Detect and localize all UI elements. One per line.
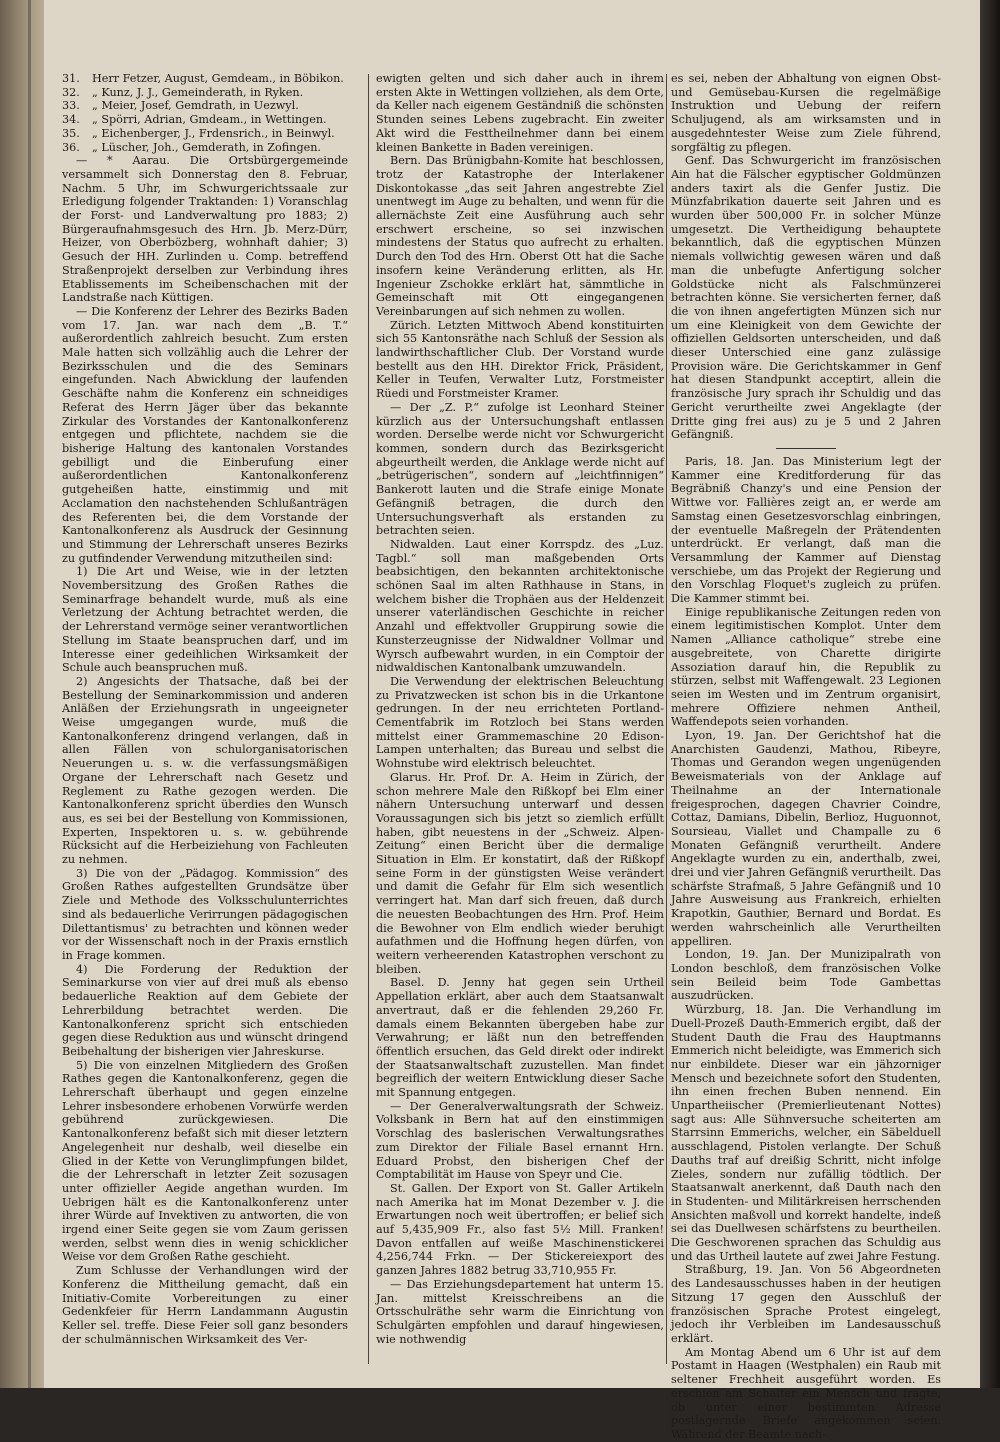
column-rule-1 [368,74,369,1364]
list-item [62,99,348,113]
column-rule-2 [666,74,667,1364]
article-paragraph: Bern. Das Brünigbahn-Komite hat beschlossen, trotz der Katastrophe der Interlakener Diskontokasse „das seit Jahren angestrebte Ziel unentwegt im Auge zu behalten, und wenn für die allernächste Zeit eine Ausführung auch sehr erschwert erscheine, so sei inzwischen mindestens der Status quo aufrecht zu erhalten. Durch den Tod des Hrn. Oberst Ott hat die Sache insofern keine Veränderung erlitten, als Hr. Ingenieur Zschokke erklärt hat, sämmtliche in Gemeinschaft mit Ott eingegangenen Vereinbarungen auf sich nehmen zu wollen. [376,154,664,318]
article-paragraph: Paris, 18. Jan. Das Ministerium legt der Kammer eine Kreditforderung für das Begräbniß Chanzy's und eine Pension der Wittwe vor. Fallières zeigt an, er werde am Samstag einen Gesetzesvorschlag einbringen, der eventuelle Maßregeln der Prätendenten unterdrückt. Er verlangt, daß man die Versammlung der Kammer auf Dienstag verschiebe, um das Projekt der Regierung und den Vorschlag Floquet's zugleich zu prüfen. Die Kammer stimmt bei. [671,454,941,606]
article-paragraph: Straßburg, 19. Jan. Von 56 Abgeordneten des Landesausschusses haben in der heutigen Sitzung 17 gegen den Ausschluß der französischen Sprache Protest eingelegt, jedoch ihr Verbleiben im Landesausschuß erklärt. [671,1263,941,1345]
article-paragraph: Glarus. Hr. Prof. Dr. A. Heim in Zürich, der schon mehrere Male den Rißkopf bei Elm einer nähern Untersuchung unterwarf und dessen Voraussagungen sich bis jetzt so ziemlich erfüllt haben, gibt neuestens in der „Schweiz. Alpen-Zeitung“ einen Bericht über die dermalige Situation in Elm. Er konstatirt, daß der Rißkopf seine Form in der günstigsten Weise verändert und damit die Gefahr für Elm sich wesentlich verringert hat. Man darf sich freuen, daß durch die neuesten Beobachtungen des Hrn. Prof. Heim die Bewohner von Elm endlich wieder beruhigt aufathmen und die Hoffnung hegen dürfen, von weitern verheerenden Katastrophen verschont zu bleiben. [376,770,664,976]
article-paragraph: Basel. D. Jenny hat gegen sein Urtheil Appellation erklärt, aber auch dem Staatsanwalt anvertraut, daß er die fehlenden 29,260 Fr. damals einem Bekannten übergeben habe zur Verwahrung; er läßt nun den betreffenden öffentlich ersuchen, das Geld direkt oder indirekt der Staatsanwaltschaft zuzustellen. Man findet begreiflich der weitern Entwicklung dieser Sache mit Spannung entgegen. [376,976,664,1100]
article-paragraph: es sei, neben der Abhaltung von eignen Obst- und Gemüsebau-Kursen die regelmäßige Instruktion und Uebung der reifern Schuljugend, als am wirksamsten und in ausgedehntester Weise zum Ziele führend, sorgfältig zu pflegen. [671,72,941,154]
book-binding [0,0,44,1388]
section-separator [776,448,836,449]
article-paragraph: — Der Generalverwaltungsrath der Schweiz. Volksbank in Bern hat auf den einstimmigen Vorschlag des baslerischen Verwaltungsrathes zum Direktor der Filiale Basel ernannt Hrn. Eduard Probst, den bisherigen Chef der Comptabilität im Hause von Speyr und Cie. [376,1099,664,1182]
list-text: „ Kunz, J. J., Gemeinderath, in Ryken. [92,85,304,99]
article-paragraph: St. Gallen. Der Export von St. Galler Artikeln nach Amerika hat im Monat Dezember v. J. die Erwartungen noch weit übertroffen; er belief sich auf 5,435,909 Fr., also fast 5½ Mill. Franken! Davon entfallen auf weiße Maschinenstickerei 4,256,744 Frkn. — Der Stickereiexport des ganzen Jahres 1882 betrug 33,710,955 Fr. [376,1181,664,1278]
list-item [62,72,348,86]
article-paragraph: Nidwalden. Laut einer Korrspdz. des „Luz. Tagbl.“ soll man maßgebenden Orts beabsichtigen, den bekannten architektonische schönen Saal im alten Rathhause in Stans, in welchem bisher die Trophäen aus der Heldenzeit unserer vaterländischen Geschichte in reicher Anzahl und effektvoller Gruppirung sowie die Kunsterzeugnisse der Nidwaldner Vollmar und Wyrsch aufbewahrt wurden, in ein Comptoir der nidwaldischen Kantonalbank umzuwandeln. [376,537,664,675]
article-paragraph: — Das Erziehungsdepartement hat unterm 15. Jan. mittelst Kreisschreibens an die Ortsschulräthe sehr warm die Einrichtung von Schulgärten empfohlen und darauf hingewiesen, wie nothwendig [376,1277,664,1346]
article-paragraph: Lyon, 19. Jan. Der Gerichtshof hat die Anarchisten Gaudenzi, Mathou, Ribeyre, Thomas und Gerandon wegen ungenügenden Beweismaterials von der Anklage auf Theilnahme an der Internationale freigesprochen, dagegen Chavrier Coindre, Cottaz, Damians, Dibelin, Berlioz, Huguonnot, Soursieau, Viallet und Champalle zu 6 Monaten Gefängniß verurtheilt. Andere Angeklagte wurden zu ein, anderthalb, zwei, drei und vier Jahren Gefängniß verurtheilt. Das schärfste Strafmaß, 5 Jahre Gefängniß und 10 Jahre Ausweisung aus Frankreich, erhielten Krapotkin, Gauthier, Bernard und Bordat. Es werden wahrscheinlich alle Verurtheilten appelliren. [671,729,941,948]
list-text: „ Meier, Josef, Gemdrath, in Uezwyl. [92,99,299,113]
list-number: 35. [62,126,80,140]
list-number: 33. [62,99,80,113]
article-paragraph: 3) Die von der „Pädagog. Kommission“ des Großen Rathes aufgestellten Grundsätze über Ziele und Methode des Volksschulunterrichtes sind als bedauerliche Verirrungen pädagogischen Dilettantismus' zu betrachten und können weder vor der Wissenschaft noch in der Praxis ernstlich in Frage kommen. [62,866,348,962]
column-2 [376,72,664,1372]
column-1 [62,72,348,1372]
list-text: „ Spörri, Adrian, Gmdeam., in Wettingen. [92,113,327,127]
list-number: 34. [62,113,80,127]
article-paragraph: Zürich. Letzten Mittwoch Abend konstituirten sich 55 Kantonsräthe nach Schluß der Session als landwirthschaftlicher Club. Der Vorstand wurde bestellt aus den HH. Direktor Frick, Präsident, Keller in Teufen, Verwalter Lutz, Forstmeister Rüedi und Forstmeister Kramer. [376,318,664,401]
list-item [62,127,348,141]
article-paragraph: 5) Die von einzelnen Mitgliedern des Großen Rathes gegen die Kantonalkonferenz, gegen die Lehrerschaft überhaupt und gegen einzelne Lehrer insbesondere erhobenen Vorwürfe werden gebührend zurückgewiesen. Die Kantonalkonferenz befaßt sich mit dieser letztern Angelegenheit nur deshalb, weil dieselbe ein Glied in der Kette von Verunglimpfungen bildet, die der Lehrerschaft in letzter Zeit sozusagen unter offizieller Aegide angethan wurden. Im Uebrigen hält es die Kantonalkonferenz unter ihrer Würde auf Invektiven zu antworten, die von irgend einer Seite gegen sie vom Zaum gerissen werden, selbst wenn dies in wenig schicklicher Weise vor dem Großen Rathe geschieht. [62,1058,348,1264]
list-item [62,113,348,127]
article-paragraph: ewigten gelten und sich daher auch in ihrem ersten Akte in Wettingen vollziehen, als dem Orte, da Keller nach eigenem Geständniß die schönsten Stunden seines Lebens zugebracht. Ein zweiter Akt wird die Festtheilnehmer dann bei einem kleinen Bankette in Baden vereinigen. [376,72,664,154]
member-list [62,72,348,154]
article-paragraph: — Der „Z. P.“ zufolge ist Leonhard Steiner kürzlich aus der Untersuchungshaft entlassen worden. Derselbe werde nicht vor Schwurgericht kommen, sondern durch das Bezirksgericht abgeurtheilt werden, die Anklage werde nicht auf „betrügerischen“, sondern auf „leichtfinnigen“ Bankerott lauten und die Strafe einige Monate Gefängniß betragen, die durch den Untersuchungsverhaft als erstanden zu betrachten seien. [376,400,664,538]
binding-stripe [28,0,31,1388]
article-paragraph: Würzburg, 18. Jan. Die Verhandlung im Duell-Prozeß Dauth-Emmerich ergibt, daß der Student Dauth die Frau des Hauptmanns Emmerich nicht beleidigte, was Emmerich sich nur einbildete. Dieser war ein jähzorniger Mensch und bezeichnete sofort den Studenten, ihn einen frechen Buben nennend. Ein Unpartheiischer (Premierlieutenant Nottes) sagt aus: Alle Sühnversuche scheiterten am Starrsinn Emmerichs, welcher, ein Säbelduell ausschlagend, Pistolen verlangte. Der Schuß Dauths traf auf dreißig Schritt, nicht infolge Zieles, sondern nur zufällig tödtlich. Der Staatsanwalt anerkennt, daß Dauth nach den in Studenten- und Militärkreisen herrschenden Ansichten maßvoll und korrekt handelte, indeß sei das Duellwesen schärfstens zu beurtheilen. Die Geschworenen sprachen das Schuldig aus und das Urtheil lautete auf zwei Jahre Festung. [671,1003,941,1263]
article-paragraph: Einige republikanische Zeitungen reden von einem legitimistischen Komplot. Unter dem Namen „Alliance catholique“ strebe eine ausgebreitete, von Charette dirigirte Assoziation darauf hin, die Republik zu stürzen, selbst mit Waffengewalt. 23 Legionen seien im Westen und im Zentrum organisirt, mehrere Offiziere nehmen Antheil, Waffendepots seien vorhanden. [671,605,941,729]
list-number: 32. [62,85,80,99]
article-paragraph: Die Verwendung der elektrischen Beleuchtung zu Privatzwecken ist schon bis in die Urkantone gedrungen. In der neu errichteten Portland-Cementfabrik im Rotzloch bei Stans werden mittelst einer Grammemaschine 20 Edison-Lampen unterhalten; das Bureau und selbst die Wohnstube wird elektrisch beleuchtet. [376,674,664,771]
list-item [62,86,348,100]
article-paragraph: London, 19. Jan. Der Munizipalrath von London beschloß, dem französischen Volke sein Beileid beim Tode Gambettas auszudrücken. [671,948,941,1003]
article-paragraph: Zum Schlusse der Verhandlungen wird der Konferenz die Mittheilung gemacht, daß ein Initiativ-Comite Vorbereitungen zu einer Gedenkfeier für Herrn Landammann Augustin Keller sel. treffe. Diese Feier soll ganz besonders der schulmännischen Wirksamkeit des Ver- [62,1264,348,1346]
article-paragraph: 2) Angesichts der Thatsache, daß bei der Bestellung der Seminarkommission und anderen Anläßen der Erziehungsrath in ungeeigneter Weise umgegangen wurde, muß die Kantonalkonferenz dringend verlangen, daß in allen Fällen von schulorganisatorischen Neuerungen u. s. w. die verfassungsmäßigen Organe der Lehrerschaft nach Gesetz und Reglement zu Rathe gezogen werden. Die Kantonalkonferenz spricht überdies den Wunsch aus, es sei bei der Bestellung von Kommissionen, Experten, Inspektoren u. s. w. gebührende Rücksicht auf die Herbeiziehung von Fachleuten zu nehmen. [62,674,348,867]
list-item [62,141,348,155]
list-text: „ Eichenberger, J., Frdensrich., in Beinwyl. [92,126,335,140]
article-paragraph: — * Aarau. Die Ortsbürgergemeinde versammelt sich Donnerstag den 8. Februar, Nachm. 5 Uhr, im Schwurgerichtssaale zur Erledigung folgender Traktanden: 1) Voranschlag der Forst- und Landverwaltung pro 1883; 2) Bürgeraufnahmsgesuch des Hrn. Jb. Merz-Dürr, Heizer, von Oberbözberg, wohnhaft dahier; 3) Gesuch der HH. Zurlinden u. Comp. betreffend Straßenprojekt derselben zur Verbindung ihres Etablissements im Scheibenschachen mit der Landstraße nach Küttigen. [62,154,348,305]
list-number: 31. [62,72,80,85]
article-paragraph: Genf. Das Schwurgericht im französischen Ain hat die Fälscher egyptischer Goldmünzen anders taxirt als die Genfer Justiz. Die Münzfabrikation dauerte seit Jahren und es wurden über 500,000 Fr. in solcher Münze umgesetzt. Die Vertheidigung behauptete bekanntlich, daß die egyptischen Münzen niemals vollwichtig gewesen wären und daß man die unbefugte Anfertigung solcher Goldstücke nicht als Falschmünzerei betrachten könne. Sie versicherten ferner, daß die von ihnen angefertigten Münzen sich nur um eine Kleinigkeit von dem Gewichte der offiziellen Geldsorten unterscheiden, und daß dieser Unterschied eine ganz zulässige Provision wäre. Die Gerichtskammer in Genf hat diesen Standpunkt acceptirt, allein die französische Jury sprach ihr Schuldig und das Gericht verurtheilte zwei Angeklagte (der Dritte ging frei aus) zu je 5 und 2 Jahren Gefängniß. [671,154,941,442]
page-edge-shadow [980,0,1000,1388]
article-paragraph: 4) Die Forderung der Reduktion der Seminarkurse von vier auf drei muß als ebenso bedauerliche Reaktion auf dem Gebiete der Lehrerbildung betrachtet werden. Die Kantonalkonferenz spricht sich entschieden gegen diese Reduktion aus und wünscht dringend Beibehaltung der bisherigen vier Jahreskurse. [62,962,348,1058]
article-paragraph: Am Montag Abend um 6 Uhr ist auf dem Postamt in Haagen (Westphalen) ein Raub mit seltener Frechheit ausgeführt worden. Es erschien am Schalter ein Mensch und fragte, ob unter einer bestimmten Adresse postlagernde Briefe angekommen seien. Während der Beamte nach- [671,1345,941,1441]
article-paragraph: 1) Die Art und Weise, wie in der letzten Novembersitzung des Großen Rathes die Seminarfrage behandelt wurde, muß als eine Verletzung der Achtung betrachtet werden, die der Lehrerstand vermöge seiner verantwortlichen Stellung im Staate beanspruchen darf, und im Interesse einer gedeihlichen Wirksamkeit der Schule auch beanspruchen muß. [62,565,348,675]
column-3 [671,72,941,1441]
list-number: 36. [62,140,80,154]
list-text: Herr Fetzer, August, Gemdeam., in Böbikon. [92,72,344,85]
list-text: „ Lüscher, Joh., Gemderath, in Zofingen. [92,140,321,154]
article-paragraph: — Die Konferenz der Lehrer des Bezirks Baden vom 17. Jan. war nach dem „B. T.“ außerordentlich zahlreich besucht. Zum ersten Male hatten sich vollzählig auch die Lehrer der Bezirksschulen und die des Seminars eingefunden. Nach Abwicklung der laufenden Geschäfte nahm die Konferenz ein schneidiges Referat des Herrn Jäger über das bekannte Zirkular des Vorstandes der Kantonalkonferenz entgegen und pflichtete, nachdem sie die bisherige Haltung des kantonalen Vorstandes gebilligt und die Einberufung einer außerordentlichen Kantonalkonferenz gutgeheißen hatte, einstimmig und mit Acclamation den nachstehenden Schlußanträgen des Referenten bei, die dem Vorstande der Kantonalkonferenz als Ausdruck der Gesinnung und Stimmung der Lehrerschaft unseres Bezirks zu gutfindender Verwendung mitzutheilen sind: [62,304,348,565]
